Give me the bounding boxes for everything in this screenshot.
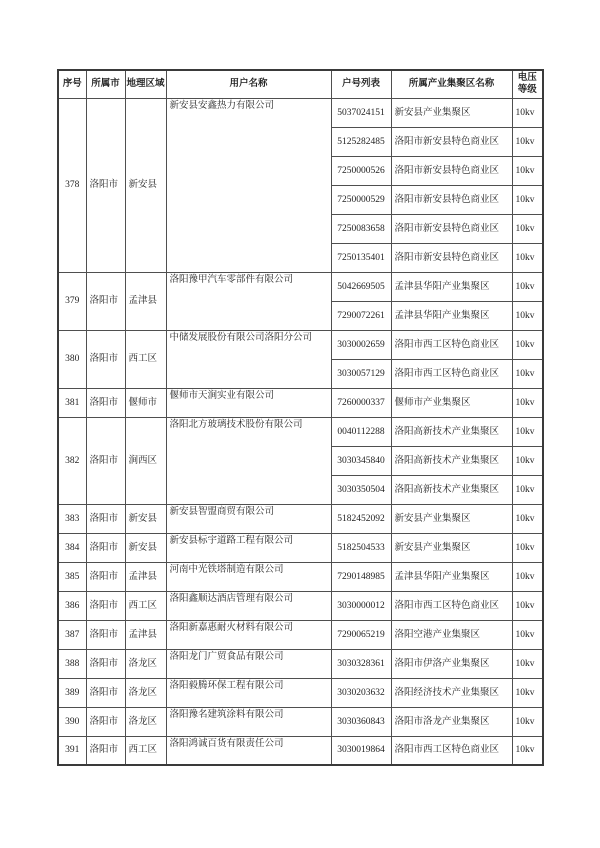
cell-account-no: 5037024151 xyxy=(331,98,391,127)
cell-cluster: 新安县产业集聚区 xyxy=(391,98,512,127)
table-row xyxy=(58,388,543,417)
cell-company: 洛阳豫名建筑涂料有限公司 xyxy=(166,707,331,736)
cell-voltage: 10kv xyxy=(512,272,543,301)
cell-serial: 390 xyxy=(58,707,86,736)
col-header-cluster: 所属产业集聚区名称 xyxy=(391,70,512,98)
cell-city: 洛阳市 xyxy=(86,330,125,388)
cell-serial: 387 xyxy=(58,620,86,649)
cell-cluster: 洛阳市西工区特色商业区 xyxy=(391,359,512,388)
cell-account-no: 5125282485 xyxy=(331,127,391,156)
cell-cluster: 孟津县华阳产业集聚区 xyxy=(391,562,512,591)
table-row xyxy=(58,591,543,620)
cell-serial: 383 xyxy=(58,504,86,533)
table-row xyxy=(58,649,543,678)
cell-cluster: 洛阳市伊洛产业集聚区 xyxy=(391,649,512,678)
cell-account-no: 3030345840 xyxy=(331,446,391,475)
cell-cluster: 洛阳经济技术产业集聚区 xyxy=(391,678,512,707)
cell-region: 孟津县 xyxy=(125,620,166,649)
cell-city: 洛阳市 xyxy=(86,649,125,678)
cell-cluster: 洛阳市新安县特色商业区 xyxy=(391,214,512,243)
cell-cluster: 洛阳市新安县特色商业区 xyxy=(391,127,512,156)
cell-account-no: 3030203632 xyxy=(331,678,391,707)
cell-voltage: 10kv xyxy=(512,98,543,127)
cell-voltage: 10kv xyxy=(512,185,543,214)
cell-serial: 384 xyxy=(58,533,86,562)
cell-voltage: 10kv xyxy=(512,330,543,359)
cell-account-no: 7260000337 xyxy=(331,388,391,417)
cell-voltage: 10kv xyxy=(512,127,543,156)
cell-account-no: 3030002659 xyxy=(331,330,391,359)
cell-cluster: 偃师市产业集聚区 xyxy=(391,388,512,417)
cell-cluster: 洛阳市西工区特色商业区 xyxy=(391,736,512,765)
cell-voltage: 10kv xyxy=(512,736,543,765)
cell-region: 西工区 xyxy=(125,591,166,620)
cell-serial: 378 xyxy=(58,98,86,272)
col-header-company: 用户名称 xyxy=(166,70,331,98)
cell-account-no: 3030019864 xyxy=(331,736,391,765)
table-row xyxy=(58,504,543,533)
cell-serial: 391 xyxy=(58,736,86,765)
cell-region: 新安县 xyxy=(125,533,166,562)
table-row xyxy=(58,330,543,359)
cell-voltage: 10kv xyxy=(512,649,543,678)
table-row xyxy=(58,417,543,446)
col-header-account: 户号列表 xyxy=(331,70,391,98)
cell-company: 偃师市天涧实业有限公司 xyxy=(166,388,331,417)
cell-voltage: 10kv xyxy=(512,620,543,649)
cell-city: 洛阳市 xyxy=(86,417,125,504)
cell-serial: 382 xyxy=(58,417,86,504)
table-row xyxy=(58,620,543,649)
cell-cluster: 洛阳市新安县特色商业区 xyxy=(391,243,512,272)
cell-voltage: 10kv xyxy=(512,243,543,272)
cell-account-no: 0040112288 xyxy=(331,417,391,446)
cell-account-no: 3030057129 xyxy=(331,359,391,388)
cell-company: 洛阳新嘉惠耐火材料有限公司 xyxy=(166,620,331,649)
cell-company: 洛阳毅腾环保工程有限公司 xyxy=(166,678,331,707)
table-row xyxy=(58,98,543,127)
cell-voltage: 10kv xyxy=(512,301,543,330)
cell-city: 洛阳市 xyxy=(86,98,125,272)
cell-account-no: 3030350504 xyxy=(331,475,391,504)
cell-voltage: 10kv xyxy=(512,591,543,620)
cell-serial: 389 xyxy=(58,678,86,707)
table-row xyxy=(58,678,543,707)
cell-cluster: 洛阳市洛龙产业集聚区 xyxy=(391,707,512,736)
table-body xyxy=(58,98,543,765)
cell-voltage: 10kv xyxy=(512,678,543,707)
cell-serial: 385 xyxy=(58,562,86,591)
cell-company: 洛阳鸿诚百货有限责任公司 xyxy=(166,736,331,765)
cell-account-no: 7250135401 xyxy=(331,243,391,272)
col-header-city: 所属市 xyxy=(86,70,125,98)
cell-company: 洛阳豫甲汽车零部件有限公司 xyxy=(166,272,331,330)
cell-account-no: 7290072261 xyxy=(331,301,391,330)
cell-cluster: 洛阳高新技术产业集聚区 xyxy=(391,446,512,475)
table-row xyxy=(58,707,543,736)
cell-cluster: 洛阳市新安县特色商业区 xyxy=(391,156,512,185)
cell-account-no: 5182452092 xyxy=(331,504,391,533)
cell-voltage: 10kv xyxy=(512,504,543,533)
cell-company: 新安县标宇道路工程有限公司 xyxy=(166,533,331,562)
cell-account-no: 7290065219 xyxy=(331,620,391,649)
cell-city: 洛阳市 xyxy=(86,272,125,330)
cell-cluster: 孟津县华阳产业集聚区 xyxy=(391,272,512,301)
user-table xyxy=(57,69,544,766)
table-row xyxy=(58,736,543,765)
cell-city: 洛阳市 xyxy=(86,620,125,649)
cell-account-no: 7250000529 xyxy=(331,185,391,214)
cell-city: 洛阳市 xyxy=(86,388,125,417)
cell-region: 新安县 xyxy=(125,504,166,533)
col-header-serial: 序号 xyxy=(58,70,86,98)
cell-account-no: 5182504533 xyxy=(331,533,391,562)
cell-account-no: 7250083658 xyxy=(331,214,391,243)
cell-voltage: 10kv xyxy=(512,562,543,591)
cell-voltage: 10kv xyxy=(512,156,543,185)
cell-voltage: 10kv xyxy=(512,417,543,446)
cell-account-no: 3030000012 xyxy=(331,591,391,620)
cell-company: 新安县安鑫热力有限公司 xyxy=(166,98,331,272)
cell-cluster: 洛阳空港产业集聚区 xyxy=(391,620,512,649)
cell-cluster: 新安县产业集聚区 xyxy=(391,533,512,562)
cell-region: 洛龙区 xyxy=(125,649,166,678)
table-row xyxy=(58,272,543,301)
cell-account-no: 3030360843 xyxy=(331,707,391,736)
cell-serial: 380 xyxy=(58,330,86,388)
cell-region: 孟津县 xyxy=(125,272,166,330)
cell-account-no: 7290148985 xyxy=(331,562,391,591)
cell-company: 洛阳龙门广贸食品有限公司 xyxy=(166,649,331,678)
cell-account-no: 7250000526 xyxy=(331,156,391,185)
cell-region: 新安县 xyxy=(125,98,166,272)
cell-company: 新安县智盟商贸有限公司 xyxy=(166,504,331,533)
cell-city: 洛阳市 xyxy=(86,707,125,736)
cell-voltage: 10kv xyxy=(512,388,543,417)
header-row xyxy=(58,70,543,98)
cell-serial: 388 xyxy=(58,649,86,678)
table-row xyxy=(58,533,543,562)
cell-cluster: 洛阳市西工区特色商业区 xyxy=(391,330,512,359)
cell-cluster: 洛阳高新技术产业集聚区 xyxy=(391,475,512,504)
cell-city: 洛阳市 xyxy=(86,533,125,562)
cell-region: 洛龙区 xyxy=(125,707,166,736)
cell-serial: 379 xyxy=(58,272,86,330)
cell-region: 孟津县 xyxy=(125,562,166,591)
cell-cluster: 洛阳市新安县特色商业区 xyxy=(391,185,512,214)
table-row xyxy=(58,562,543,591)
cell-company: 洛阳鑫顺达酒店管理有限公司 xyxy=(166,591,331,620)
cell-voltage: 10kv xyxy=(512,214,543,243)
cell-serial: 381 xyxy=(58,388,86,417)
cell-voltage: 10kv xyxy=(512,707,543,736)
cell-company: 河南中光铁塔制造有限公司 xyxy=(166,562,331,591)
cell-voltage: 10kv xyxy=(512,533,543,562)
cell-region: 偃师市 xyxy=(125,388,166,417)
cell-city: 洛阳市 xyxy=(86,736,125,765)
cell-cluster: 洛阳高新技术产业集聚区 xyxy=(391,417,512,446)
cell-city: 洛阳市 xyxy=(86,562,125,591)
cell-company: 中储发展股份有限公司洛阳分公司 xyxy=(166,330,331,388)
cell-region: 西工区 xyxy=(125,736,166,765)
cell-cluster: 洛阳市西工区特色商业区 xyxy=(391,591,512,620)
cell-region: 西工区 xyxy=(125,330,166,388)
cell-city: 洛阳市 xyxy=(86,591,125,620)
cell-cluster: 孟津县华阳产业集聚区 xyxy=(391,301,512,330)
cell-city: 洛阳市 xyxy=(86,678,125,707)
cell-account-no: 5042669505 xyxy=(331,272,391,301)
cell-city: 洛阳市 xyxy=(86,504,125,533)
cell-serial: 386 xyxy=(58,591,86,620)
cell-voltage: 10kv xyxy=(512,475,543,504)
cell-account-no: 3030328361 xyxy=(331,649,391,678)
table-header xyxy=(58,70,543,98)
col-header-voltage: 电压等级 xyxy=(512,70,543,98)
cell-voltage: 10kv xyxy=(512,446,543,475)
cell-region: 洛龙区 xyxy=(125,678,166,707)
cell-voltage: 10kv xyxy=(512,359,543,388)
col-header-region: 地理区域 xyxy=(125,70,166,98)
cell-company: 洛阳北方玻璃技术股份有限公司 xyxy=(166,417,331,504)
cell-cluster: 新安县产业集聚区 xyxy=(391,504,512,533)
cell-region: 涧西区 xyxy=(125,417,166,504)
